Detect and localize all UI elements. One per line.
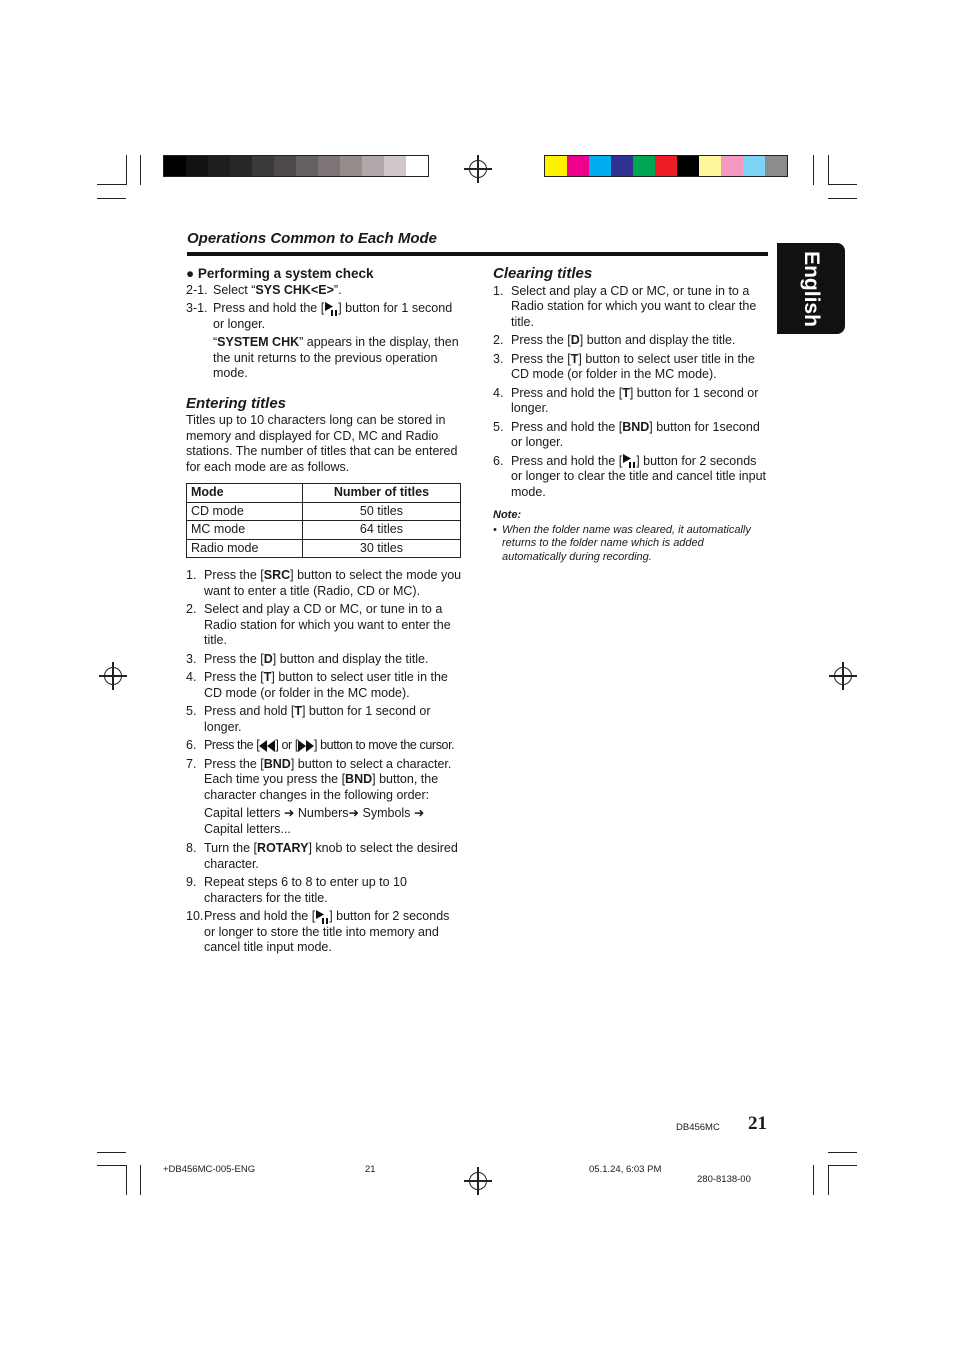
- table-row: CD mode 50 titles: [187, 502, 461, 521]
- language-tab-label: English: [800, 250, 823, 327]
- color-swatch: [589, 156, 611, 176]
- play-pause-icon: [315, 910, 329, 924]
- list-item: 6. Press the [ ] or [ ] button to move the cursor.: [186, 738, 455, 752]
- list-item: 9. Repeat steps 6 to 8 to enter up to 10 characters for the title.: [186, 875, 407, 905]
- file-page: 21: [365, 1164, 376, 1175]
- registration-mark-icon: [834, 667, 852, 685]
- color-swatch: [406, 156, 428, 176]
- list-item: 5. Press and hold the [BND] button for 1second or longer.: [493, 419, 760, 449]
- color-swatch: [230, 156, 252, 176]
- color-swatch: [186, 156, 208, 176]
- list-item: 4. Press and hold the [T] button for 1 second or longer.: [493, 385, 759, 415]
- color-swatch: [633, 156, 655, 176]
- crop-mark: [828, 184, 857, 185]
- note-text: • When the folder name was cleared, it automatically returns to the folder name which is added automatically during recording.: [493, 523, 751, 563]
- list-item: 1. Select and play a CD or MC, or tune in to a Radio station for which you want to clear the title.: [493, 283, 757, 329]
- system-check-note: “SYSTEM CHK” appears in the display, then the unit returns to the previous operation mode.: [213, 335, 459, 380]
- system-check-step: 3-1. Press and hold the [ ] button for 1 second or longer.: [186, 301, 453, 331]
- list-item: 3. Press the [T] button to select user title in the CD mode (or folder in the MC mode).: [493, 351, 755, 381]
- list-item: 2. Select and play a CD or MC, or tune in to a Radio station for which you want to enter the title.: [186, 602, 451, 647]
- list-item: 1. Press the [SRC] button to select the mode you want to enter a title (Radio, CD or MC).: [186, 568, 462, 598]
- list-item: 5. Press and hold [T] button for 1 second or longer.: [186, 704, 431, 734]
- table-row: Radio mode 30 titles: [187, 539, 461, 558]
- model-label: DB456MC: [676, 1122, 720, 1133]
- list-item: 7. Press the [BND] button to select a character. Each time you press the [BND] button, the character changes in the following order:: [186, 756, 452, 802]
- color-swatch: [655, 156, 677, 176]
- table-header: Mode: [187, 484, 303, 503]
- section-rule: [187, 252, 768, 256]
- crop-mark: [126, 1165, 127, 1195]
- crop-mark: [828, 155, 829, 185]
- color-swatch: [362, 156, 384, 176]
- clearing-titles-heading: Clearing titles: [493, 265, 593, 282]
- color-swatch: [567, 156, 589, 176]
- list-item: 3. Press the [D] button and display the title.: [186, 651, 429, 666]
- crop-mark: [140, 155, 141, 185]
- crop-mark: [828, 198, 857, 199]
- part-number: 280-8138-00: [697, 1174, 751, 1185]
- play-pause-icon: [324, 302, 338, 316]
- crop-mark: [97, 184, 126, 185]
- color-swatch: [384, 156, 406, 176]
- registration-mark-icon: [469, 1172, 487, 1190]
- crop-mark: [97, 198, 126, 199]
- color-swatch: [545, 156, 567, 176]
- rewind-icon: [259, 740, 275, 752]
- crop-mark: [97, 1152, 126, 1153]
- crop-mark: [140, 1165, 141, 1195]
- color-swatch: [611, 156, 633, 176]
- print-date: 05.1.24, 6:03 PM: [589, 1164, 662, 1175]
- section-title: Operations Common to Each Mode: [187, 230, 438, 247]
- fast-forward-icon: [298, 740, 314, 752]
- table-header: Number of titles: [302, 484, 460, 503]
- note-heading: Note:: [493, 509, 522, 521]
- color-swatch: [274, 156, 296, 176]
- grayscale-calibration-bar: [163, 155, 429, 177]
- list-item: 6. Press and hold the [ ] button for 2 seconds or longer to clear the title and cancel title input mode.: [493, 453, 767, 499]
- registration-mark-icon: [104, 667, 122, 685]
- color-swatch: [318, 156, 340, 176]
- crop-mark: [813, 1165, 814, 1195]
- crop-mark: [813, 155, 814, 185]
- left-column: [186, 266, 462, 959]
- color-swatch: [699, 156, 721, 176]
- crop-mark: [828, 1152, 857, 1153]
- color-swatch: [164, 156, 186, 176]
- list-item: 8. Turn the [ROTARY] knob to select the desired character.: [186, 841, 458, 871]
- character-order: Capital letters ➜ Numbers➜ Symbols ➜ Capital letters...: [204, 806, 425, 836]
- list-item: 10. Press and hold the [ ] button for 2 seconds or longer to store the title into memory and cancel title input mode.: [186, 909, 450, 954]
- table-row: MC mode 64 titles: [187, 521, 461, 540]
- titles-table: [186, 483, 461, 558]
- list-item: 4. Press the [T] button to select user title in the CD mode (or folder in the MC mode).: [186, 670, 448, 700]
- registration-mark-icon: [469, 160, 487, 178]
- color-calibration-bar: [544, 155, 788, 177]
- right-column: [493, 266, 768, 564]
- color-swatch: [340, 156, 362, 176]
- color-swatch: [296, 156, 318, 176]
- color-swatch: [721, 156, 743, 176]
- color-swatch: [208, 156, 230, 176]
- entering-titles-heading: Entering titles: [186, 394, 287, 412]
- crop-mark: [828, 1165, 857, 1166]
- page-number: 21: [748, 1113, 767, 1134]
- play-pause-icon: [622, 454, 636, 468]
- color-swatch: [677, 156, 699, 176]
- crop-mark: [126, 155, 127, 185]
- system-check-heading: ● Performing a system check: [186, 266, 374, 281]
- file-name: +DB456MC-005-ENG: [163, 1164, 256, 1175]
- list-item: 2. Press the [D] button and display the title.: [493, 333, 736, 347]
- crop-mark: [97, 1165, 126, 1166]
- bullet-icon: ●: [186, 266, 195, 281]
- color-swatch: [252, 156, 274, 176]
- color-swatch: [765, 156, 787, 176]
- system-check-step: 2-1. Select “SYS CHK<E>”.: [186, 282, 342, 297]
- crop-mark: [828, 1165, 829, 1195]
- color-swatch: [743, 156, 765, 176]
- entering-titles-intro: Titles up to 10 characters long can be stored in memory and displayed for CD, MC and Radio stations. The number of titles that can be entered for each mode are as follows.: [186, 413, 458, 474]
